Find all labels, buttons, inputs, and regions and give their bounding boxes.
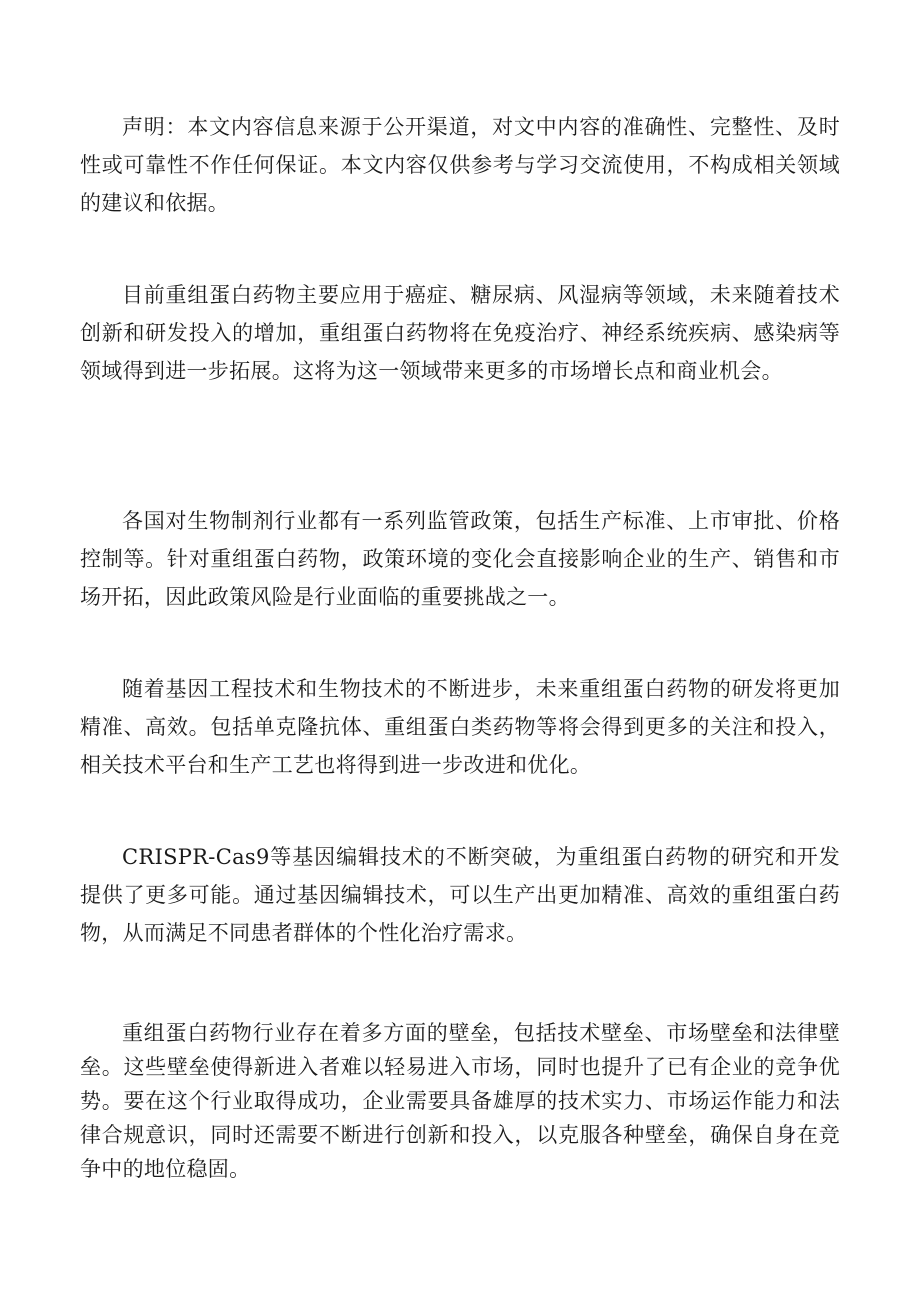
body-paragraph: 重组蛋白药物行业存在着多方面的壁垒，包括技术壁垒、市场壁垒和法律壁垒。这些壁垒使得新进入者难以轻易进入市场，同时也提升了已有企业的竞争优势。要在这个行业取得成功，企业需要具备雄厚的技术实力、市场运作能力和法律合规意识，同时还需要不断进行创新和投入，以克服各种壁垒，确保自身在竞争中的地位稳固。 xyxy=(80,1021,840,1181)
disclaimer-paragraph: 声明：本文内容信息来源于公开渠道，对文中内容的准确性、完整性、及时性或可靠性不作任何保证。本文内容仅供参考与学习交流使用，不构成相关领域的建议和依据。 xyxy=(80,115,840,215)
body-paragraph: 各国对生物制剂行业都有一系列监管政策，包括生产标准、上市审批、价格控制等。针对重组蛋白药物，政策环境的变化会直接影响企业的生产、销售和市场开拓，因此政策风险是行业面临的重要挑战之一。 xyxy=(80,509,840,609)
body-paragraph: CRISPR-Cas9等基因编辑技术的不断突破，为重组蛋白药物的研究和开发提供了更多可能。通过基因编辑技术，可以生产出更加精准、高效的重组蛋白药物，从而满足不同患者群体的个性化治疗需求。 xyxy=(80,845,840,945)
body-paragraph: 随着基因工程技术和生物技术的不断进步，未来重组蛋白药物的研发将更加精准、高效。包括单克隆抗体、重组蛋白类药物等将会得到更多的关注和投入，相关技术平台和生产工艺也将得到进一步改进和优化。 xyxy=(80,677,840,777)
body-paragraph: 目前重组蛋白药物主要应用于癌症、糖尿病、风湿病等领域，未来随着技术创新和研发投入的增加，重组蛋白药物将在免疫治疗、神经系统疾病、感染病等领域得到进一步拓展。这将为这一领域带来更多的市场增长点和商业机会。 xyxy=(80,283,840,383)
